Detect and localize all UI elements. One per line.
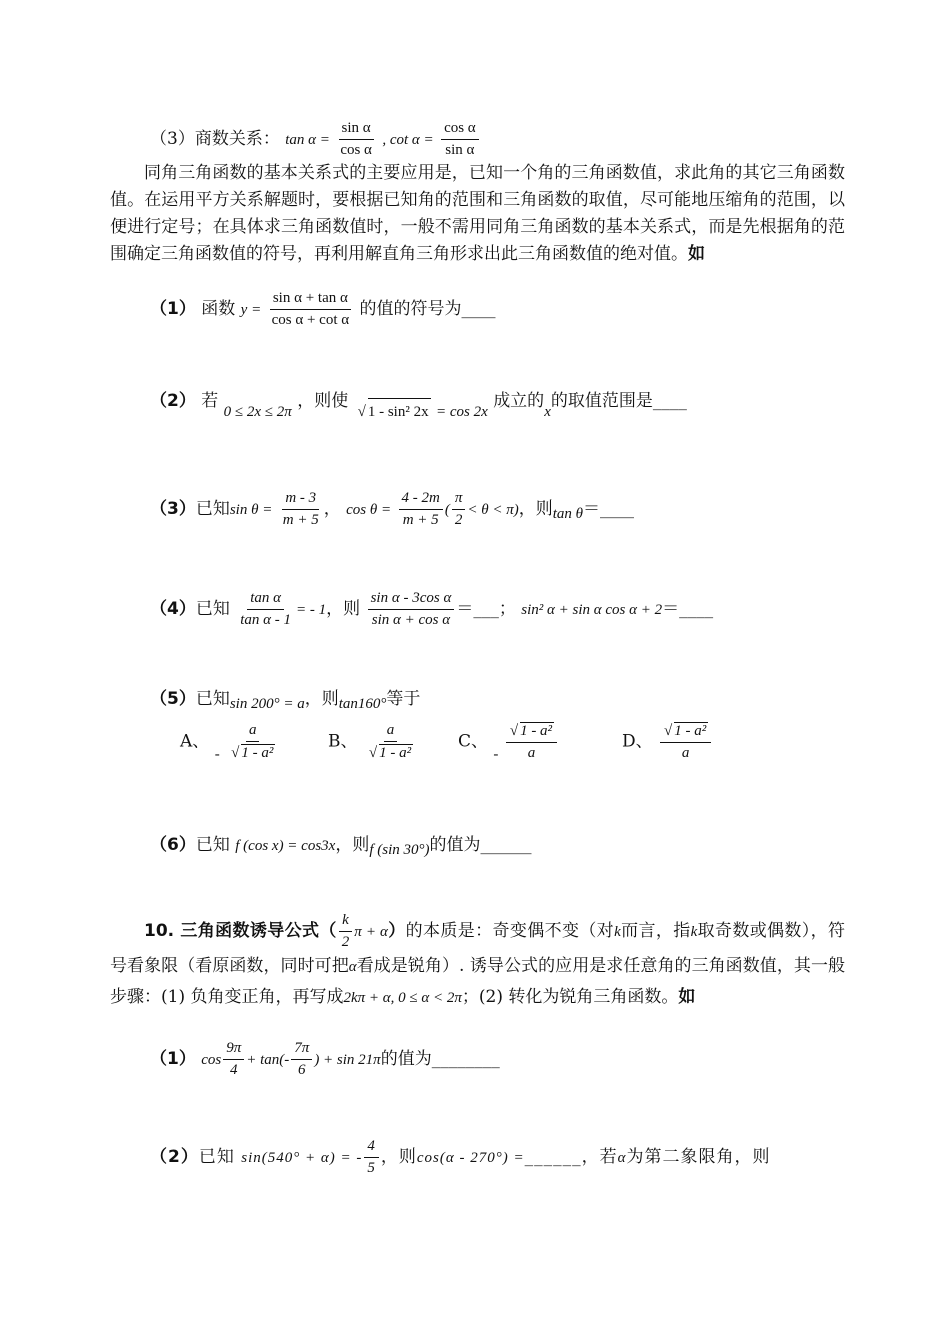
s10q2-text-a: 已知 — [198, 1147, 235, 1167]
alpha-symbol: α — [348, 959, 357, 975]
q2-text-a: 若 — [201, 391, 219, 411]
s10q2-text-d: 为第二象限角，则 — [626, 1147, 771, 1167]
q3-sin: sin θ = — [229, 502, 273, 518]
option-label: B、 — [328, 731, 358, 752]
q1-number: （1） — [150, 299, 196, 319]
q2-text-b: ，则使 — [297, 391, 349, 411]
frac-num: k — [339, 912, 352, 932]
q1-y: y = — [240, 302, 262, 318]
s10q1-tail: ) + sin 21π — [314, 1052, 381, 1068]
q6-number: （6） — [150, 835, 196, 855]
q3-cos: cos θ = — [346, 502, 392, 518]
question-2 — [150, 388, 687, 426]
frac-num: tan α — [247, 590, 284, 610]
q6-text-c: 的值为______ — [429, 835, 532, 855]
q2-eq: = cos 2x — [436, 404, 488, 420]
section-10-heading: 10. 三角函数诱导公式（ — [144, 921, 337, 941]
q3-text-a: 已知 — [195, 499, 230, 519]
q5-tan: tan160° — [338, 696, 387, 712]
q3-paren: ( — [444, 502, 450, 518]
frac-den: cos α + cot α — [271, 312, 350, 328]
intro-text: 同角三角函数的基本关系式的主要应用是，已知一个角的三角函数值，求此角的其它三角函数值。在运用平方关系解题时，要根据已知角的范围和三角函数的取值，尽可能地压缩角的范围，以便进行定号；在具体求三角函数值时，一般不需用同角三角函数的基本关系式，而是先根据角的范围确定三角函数值的符号，再利用解直角三角形求出此三角函数值的绝对值。 — [110, 163, 845, 264]
section-10-question-2 — [150, 1138, 770, 1177]
s10q2-text-b: ，则 — [380, 1147, 417, 1167]
q2-number: （2） — [150, 391, 196, 411]
q6-text-b: ，则 — [335, 835, 370, 855]
question-4 — [150, 590, 713, 629]
s10q2-number: （2） — [150, 1147, 199, 1167]
s10-expr: 2kπ + α, 0 ≤ α < 2π — [343, 990, 462, 1006]
q6-text-a: 已知 — [195, 835, 230, 855]
q5-given: sin 200° = a — [229, 696, 305, 712]
intro-ru: 如 — [688, 244, 705, 264]
q2-text-d: 的取值范围是____ — [550, 391, 687, 411]
frac-num: cos α — [441, 120, 479, 140]
question-6 — [150, 832, 532, 864]
s10q1-fraction-1 — [223, 1040, 244, 1079]
q4-number: （4） — [150, 599, 196, 619]
s10q1-fraction-2 — [291, 1040, 312, 1079]
q5-text-c: 等于 — [386, 689, 421, 709]
frac-num: m - 3 — [282, 490, 319, 510]
q3-tan: tan θ — [552, 506, 584, 522]
q1-text-b: 的值的符号为____ — [359, 299, 496, 319]
q4-eq1: = - 1 — [296, 602, 327, 618]
q3-pi-fraction — [452, 490, 466, 529]
question-3 — [150, 490, 634, 529]
frac-num: a — [384, 722, 398, 742]
frac-den: 6 — [298, 1062, 306, 1078]
option-fraction — [365, 722, 416, 762]
s10q1-cos: cos — [201, 1052, 222, 1068]
option-fraction — [227, 722, 278, 762]
k-symbol: k — [690, 924, 698, 940]
q5-option-b[interactable] — [328, 722, 418, 762]
s10q1-tan: + tan(- — [246, 1052, 290, 1068]
frac-den: 4 — [230, 1062, 238, 1078]
s10q1-text-a: 的值为________ — [380, 1049, 500, 1069]
frac-den: cos α — [340, 142, 372, 158]
s10-text-2: 而言，指 — [620, 921, 691, 941]
frac-num: sin α - 3cos α — [368, 590, 455, 610]
quotient-relation — [150, 120, 481, 159]
q3-number: （3） — [150, 499, 196, 519]
q5-text-a: 已知 — [195, 689, 230, 709]
frac-den: sin α — [445, 142, 475, 158]
s10q2-text-c: ______，若 — [524, 1147, 618, 1167]
heading-close: ） — [387, 921, 406, 941]
q2-text-c: 成立的 — [493, 391, 545, 411]
cot-fraction — [441, 120, 479, 159]
option-label: A、 — [180, 731, 210, 752]
intro-paragraph — [110, 160, 845, 268]
pi-alpha: π + α — [354, 924, 388, 940]
q4-fraction-1 — [237, 590, 294, 629]
frac-den: m + 5 — [282, 512, 319, 528]
q6-expr2: f (sin 30°) — [369, 842, 430, 858]
frac-den: 2 — [454, 512, 463, 528]
q3-comma: ， — [323, 499, 341, 519]
frac-den: sin α + cos α — [371, 612, 451, 628]
frac-den: 2 — [341, 934, 350, 950]
frac-num: π — [452, 490, 466, 510]
section-10-question-1 — [150, 1040, 500, 1079]
option-fraction — [660, 722, 711, 762]
q1-fraction — [269, 290, 353, 329]
s10-text-1: 的本质是：奇变偶不变（对 — [405, 921, 615, 941]
q5-text-b: ，则 — [304, 689, 339, 709]
question-1 — [150, 290, 496, 329]
option-label: C、 — [458, 731, 489, 752]
frac-num: 4 - 2m — [399, 490, 443, 510]
q4-text-c: ＝___； — [456, 599, 516, 619]
s10q1-number: （1） — [150, 1049, 196, 1069]
frac-den: m + 5 — [402, 512, 439, 528]
q3-text-b: ，则 — [518, 499, 553, 519]
s10q2-fraction — [364, 1138, 379, 1177]
tan-lhs: tan α = — [285, 132, 330, 148]
quotient-label: （3）商数关系： — [150, 129, 280, 149]
frac-den: a — [527, 745, 536, 761]
frac-num: 9π — [223, 1040, 244, 1060]
question-5 — [150, 686, 420, 718]
q2-range: 0 ≤ 2x ≤ 2π — [223, 404, 292, 420]
s10q2-alpha: α — [617, 1150, 627, 1166]
frac-num: 7π — [291, 1040, 312, 1060]
q3-text-c: ＝____ — [583, 499, 635, 519]
q4-text-b: ，则 — [326, 599, 361, 619]
q5-number: （5） — [150, 689, 196, 709]
option-label: D、 — [622, 731, 653, 752]
frac-num: 4 — [364, 1138, 379, 1158]
tan-fraction — [337, 120, 375, 159]
s10-text-4: 看成是锐角）. 诱导公式的应用是求任意角的三角函数值，其一般步骤：(1) 负角变正角，再写成 — [110, 956, 846, 1007]
s10-text-3: 取奇数或偶数），符号看象限（看原函数，同时可把 — [110, 921, 846, 976]
s10q2-cos: cos(α - 270°) = — [416, 1150, 525, 1166]
frac-num-sqrt: √ 1 - a² — [674, 722, 708, 740]
frac-num: sin α — [339, 120, 374, 140]
option-sign: - — [214, 746, 220, 763]
cot-lhs: , cot α = — [382, 132, 434, 148]
section-10-paragraph — [110, 912, 845, 1013]
q5-option-a[interactable] — [180, 722, 280, 769]
frac-num: sin α + tan α — [270, 290, 351, 310]
frac-num: a — [246, 722, 260, 742]
q4-expr: sin² α + sin α cos α + 2 — [521, 602, 663, 618]
q3-fraction-1 — [280, 490, 322, 529]
frac-den: 5 — [367, 1160, 376, 1176]
k-symbol: k — [614, 924, 621, 940]
q3-range: < θ < π) — [467, 502, 519, 518]
frac-den-sqrt: √ 1 - a² — [379, 744, 413, 762]
q2-x: x — [544, 404, 551, 420]
q5-option-c[interactable] — [458, 722, 559, 769]
q1-text-a: 函数 — [201, 299, 236, 319]
q4-fraction-2 — [368, 590, 455, 629]
s10-text-5: ；(2) 转化为锐角三角函数。 — [461, 987, 679, 1007]
q5-option-d[interactable] — [622, 722, 713, 762]
frac-den: a — [681, 745, 690, 761]
q2-sqrt: √ 1 - sin² 2x — [368, 398, 431, 426]
frac-den: tan α - 1 — [240, 612, 292, 628]
q4-text-d: ＝____ — [662, 599, 714, 619]
q4-text-a: 已知 — [195, 599, 230, 619]
frac-num-sqrt: √ 1 - a² — [520, 722, 554, 740]
option-sign: - — [493, 746, 499, 763]
k-over-2 — [339, 912, 353, 951]
option-fraction — [506, 722, 557, 762]
q6-expr: f (cos x) = cos3x — [235, 838, 336, 854]
frac-den-sqrt: √ 1 - a² — [241, 744, 275, 762]
q3-fraction-2 — [399, 490, 443, 529]
s10-ru: 如 — [678, 987, 696, 1007]
s10q2-sin: sin(540° + α) = - — [241, 1150, 363, 1166]
